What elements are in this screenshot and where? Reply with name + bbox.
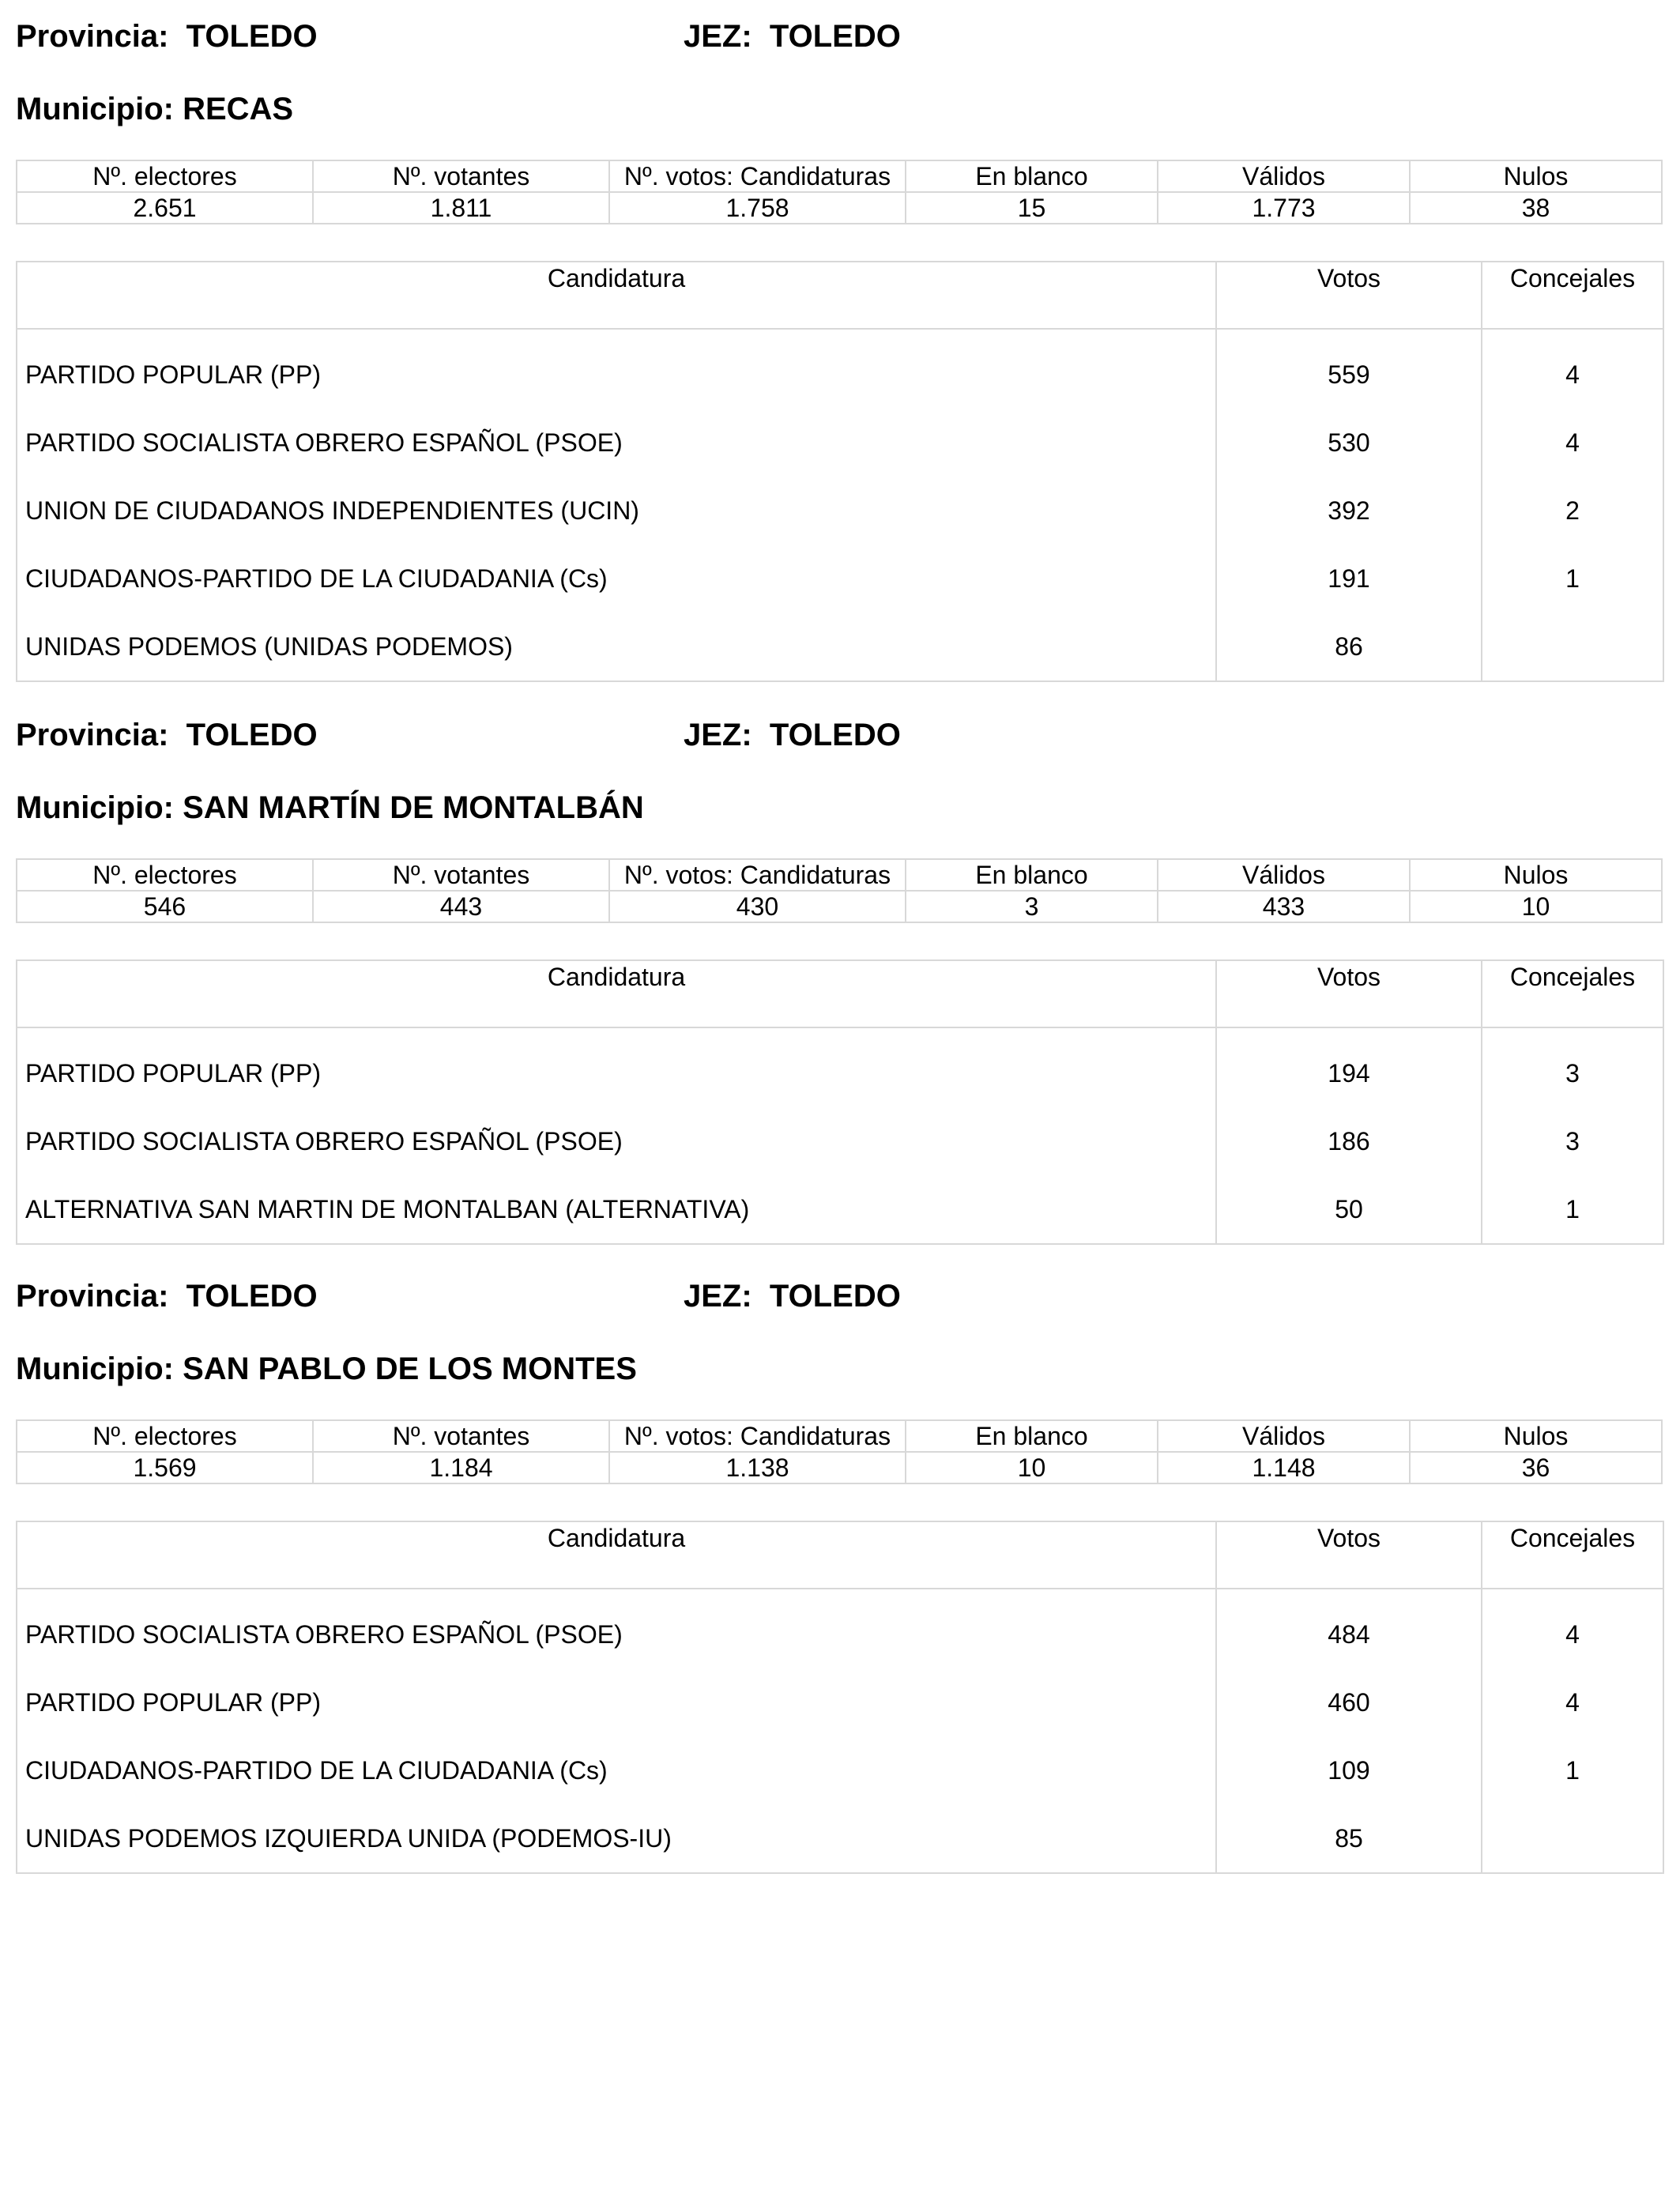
candidature-table bbox=[16, 261, 1664, 682]
summary-header-en-blanco: En blanco bbox=[906, 859, 1158, 891]
summary-nulos: 38 bbox=[1410, 192, 1662, 224]
table-row bbox=[17, 341, 1663, 409]
province-header bbox=[16, 713, 1663, 757]
summary-value-row bbox=[17, 1452, 1662, 1483]
province-label: Provincia: TOLEDO bbox=[16, 19, 318, 54]
candidate-seats: 3 bbox=[1482, 1107, 1663, 1175]
summary-header-electores: Nº. electores bbox=[17, 1420, 313, 1452]
summary-header-en-blanco: En blanco bbox=[906, 1420, 1158, 1452]
summary-header-validos: Válidos bbox=[1158, 160, 1410, 192]
candidate-seats: 4 bbox=[1482, 1668, 1663, 1736]
table-row bbox=[17, 1175, 1663, 1244]
candidate-name: CIUDADANOS-PARTIDO DE LA CIUDADANIA (Cs) bbox=[17, 1736, 1216, 1804]
table-row bbox=[17, 1668, 1663, 1736]
summary-value-row bbox=[17, 192, 1662, 224]
jez-label: JEZ: TOLEDO bbox=[684, 19, 901, 54]
table-row bbox=[17, 1039, 1663, 1107]
summary-header-validos: Válidos bbox=[1158, 1420, 1410, 1452]
candidate-votes: 86 bbox=[1216, 613, 1482, 681]
table-row bbox=[17, 1600, 1663, 1668]
summary-votos-candidaturas: 1.138 bbox=[609, 1452, 906, 1483]
summary-header-votos-candidaturas: Nº. votos: Candidaturas bbox=[609, 859, 906, 891]
document-page bbox=[16, 0, 1663, 1958]
municipality-section-san-pablo bbox=[16, 1260, 1663, 1958]
candidate-seats bbox=[1482, 1804, 1663, 1873]
municipality-section-san-martin bbox=[16, 699, 1663, 1260]
candidate-name: ALTERNATIVA SAN MARTIN DE MONTALBAN (ALTERNATIVA) bbox=[17, 1175, 1216, 1244]
candidate-seats: 1 bbox=[1482, 1736, 1663, 1804]
table-row bbox=[17, 613, 1663, 681]
candidature-header-row bbox=[17, 960, 1663, 1027]
summary-en-blanco: 3 bbox=[906, 891, 1158, 922]
candidate-votes: 484 bbox=[1216, 1600, 1482, 1668]
candidate-seats bbox=[1482, 613, 1663, 681]
summary-header-votos-candidaturas: Nº. votos: Candidaturas bbox=[609, 1420, 906, 1452]
candidate-name: PARTIDO SOCIALISTA OBRERO ESPAÑOL (PSOE) bbox=[17, 1600, 1216, 1668]
summary-votantes: 443 bbox=[313, 891, 609, 922]
summary-electores: 1.569 bbox=[17, 1452, 313, 1483]
summary-header-nulos: Nulos bbox=[1410, 160, 1662, 192]
province-header bbox=[16, 14, 1663, 58]
jez-label: JEZ: TOLEDO bbox=[684, 718, 901, 752]
candidate-votes: 530 bbox=[1216, 409, 1482, 477]
province-label: Provincia: TOLEDO bbox=[16, 1279, 318, 1314]
header-votos: Votos bbox=[1216, 262, 1482, 329]
candidate-seats: 4 bbox=[1482, 1600, 1663, 1668]
candidate-seats: 3 bbox=[1482, 1039, 1663, 1107]
candidature-header-row bbox=[17, 262, 1663, 329]
header-concejales: Concejales bbox=[1482, 262, 1663, 329]
summary-header-nulos: Nulos bbox=[1410, 859, 1662, 891]
candidate-seats: 4 bbox=[1482, 341, 1663, 409]
candidate-name: PARTIDO POPULAR (PP) bbox=[17, 1668, 1216, 1736]
candidate-votes: 191 bbox=[1216, 545, 1482, 613]
summary-table bbox=[16, 858, 1663, 923]
candidate-votes: 460 bbox=[1216, 1668, 1482, 1736]
summary-header-row bbox=[17, 859, 1662, 891]
candidature-header-row bbox=[17, 1521, 1663, 1589]
candidate-name: UNION DE CIUDADANOS INDEPENDIENTES (UCIN) bbox=[17, 477, 1216, 545]
summary-header-votantes: Nº. votantes bbox=[313, 859, 609, 891]
table-row bbox=[17, 477, 1663, 545]
summary-header-electores: Nº. electores bbox=[17, 859, 313, 891]
candidate-name: PARTIDO SOCIALISTA OBRERO ESPAÑOL (PSOE) bbox=[17, 409, 1216, 477]
summary-nulos: 36 bbox=[1410, 1452, 1662, 1483]
candidate-name: PARTIDO POPULAR (PP) bbox=[17, 341, 1216, 409]
table-row bbox=[17, 409, 1663, 477]
summary-nulos: 10 bbox=[1410, 891, 1662, 922]
table-row bbox=[17, 1736, 1663, 1804]
header-candidatura: Candidatura bbox=[17, 262, 1216, 329]
candidate-name: UNIDAS PODEMOS (UNIDAS PODEMOS) bbox=[17, 613, 1216, 681]
jez-label: JEZ: TOLEDO bbox=[684, 1279, 901, 1314]
summary-table bbox=[16, 1419, 1663, 1484]
summary-value-row bbox=[17, 891, 1662, 922]
summary-header-en-blanco: En blanco bbox=[906, 160, 1158, 192]
summary-votantes: 1.811 bbox=[313, 192, 609, 224]
summary-header-votantes: Nº. votantes bbox=[313, 160, 609, 192]
summary-validos: 1.148 bbox=[1158, 1452, 1410, 1483]
summary-header-votos-candidaturas: Nº. votos: Candidaturas bbox=[609, 160, 906, 192]
municipality-title: Municipio: RECAS bbox=[16, 92, 294, 126]
candidate-votes: 559 bbox=[1216, 341, 1482, 409]
summary-votos-candidaturas: 430 bbox=[609, 891, 906, 922]
header-concejales: Concejales bbox=[1482, 1521, 1663, 1589]
municipality-title: Municipio: SAN PABLO DE LOS MONTES bbox=[16, 1351, 637, 1386]
table-row bbox=[17, 545, 1663, 613]
summary-en-blanco: 10 bbox=[906, 1452, 1158, 1483]
candidate-name: PARTIDO POPULAR (PP) bbox=[17, 1039, 1216, 1107]
candidate-name: UNIDAS PODEMOS IZQUIERDA UNIDA (PODEMOS-IU) bbox=[17, 1804, 1216, 1873]
summary-table bbox=[16, 160, 1663, 224]
summary-en-blanco: 15 bbox=[906, 192, 1158, 224]
candidate-votes: 50 bbox=[1216, 1175, 1482, 1244]
summary-votos-candidaturas: 1.758 bbox=[609, 192, 906, 224]
summary-validos: 433 bbox=[1158, 891, 1410, 922]
municipality-section-recas bbox=[16, 0, 1663, 699]
candidate-seats: 1 bbox=[1482, 545, 1663, 613]
summary-electores: 546 bbox=[17, 891, 313, 922]
candidate-name: CIUDADANOS-PARTIDO DE LA CIUDADANIA (Cs) bbox=[17, 545, 1216, 613]
summary-header-nulos: Nulos bbox=[1410, 1420, 1662, 1452]
province-header bbox=[16, 1274, 1663, 1318]
header-votos: Votos bbox=[1216, 1521, 1482, 1589]
candidate-seats: 2 bbox=[1482, 477, 1663, 545]
candidate-votes: 194 bbox=[1216, 1039, 1482, 1107]
summary-header-row bbox=[17, 160, 1662, 192]
spacer-row bbox=[17, 1589, 1663, 1600]
spacer-row bbox=[17, 329, 1663, 341]
municipality-title: Municipio: SAN MARTÍN DE MONTALBÁN bbox=[16, 790, 644, 825]
candidate-name: PARTIDO SOCIALISTA OBRERO ESPAÑOL (PSOE) bbox=[17, 1107, 1216, 1175]
spacer-row bbox=[17, 1027, 1663, 1039]
summary-header-electores: Nº. electores bbox=[17, 160, 313, 192]
summary-validos: 1.773 bbox=[1158, 192, 1410, 224]
header-concejales: Concejales bbox=[1482, 960, 1663, 1027]
candidate-votes: 85 bbox=[1216, 1804, 1482, 1873]
header-votos: Votos bbox=[1216, 960, 1482, 1027]
table-row bbox=[17, 1107, 1663, 1175]
province-label: Provincia: TOLEDO bbox=[16, 718, 318, 752]
candidate-seats: 1 bbox=[1482, 1175, 1663, 1244]
header-candidatura: Candidatura bbox=[17, 1521, 1216, 1589]
candidate-seats: 4 bbox=[1482, 409, 1663, 477]
summary-header-validos: Válidos bbox=[1158, 859, 1410, 891]
summary-votantes: 1.184 bbox=[313, 1452, 609, 1483]
summary-header-row bbox=[17, 1420, 1662, 1452]
candidate-votes: 392 bbox=[1216, 477, 1482, 545]
header-candidatura: Candidatura bbox=[17, 960, 1216, 1027]
summary-header-votantes: Nº. votantes bbox=[313, 1420, 609, 1452]
summary-electores: 2.651 bbox=[17, 192, 313, 224]
candidate-votes: 109 bbox=[1216, 1736, 1482, 1804]
candidate-votes: 186 bbox=[1216, 1107, 1482, 1175]
candidature-table bbox=[16, 1521, 1664, 1874]
candidature-table bbox=[16, 959, 1664, 1245]
table-row bbox=[17, 1804, 1663, 1873]
